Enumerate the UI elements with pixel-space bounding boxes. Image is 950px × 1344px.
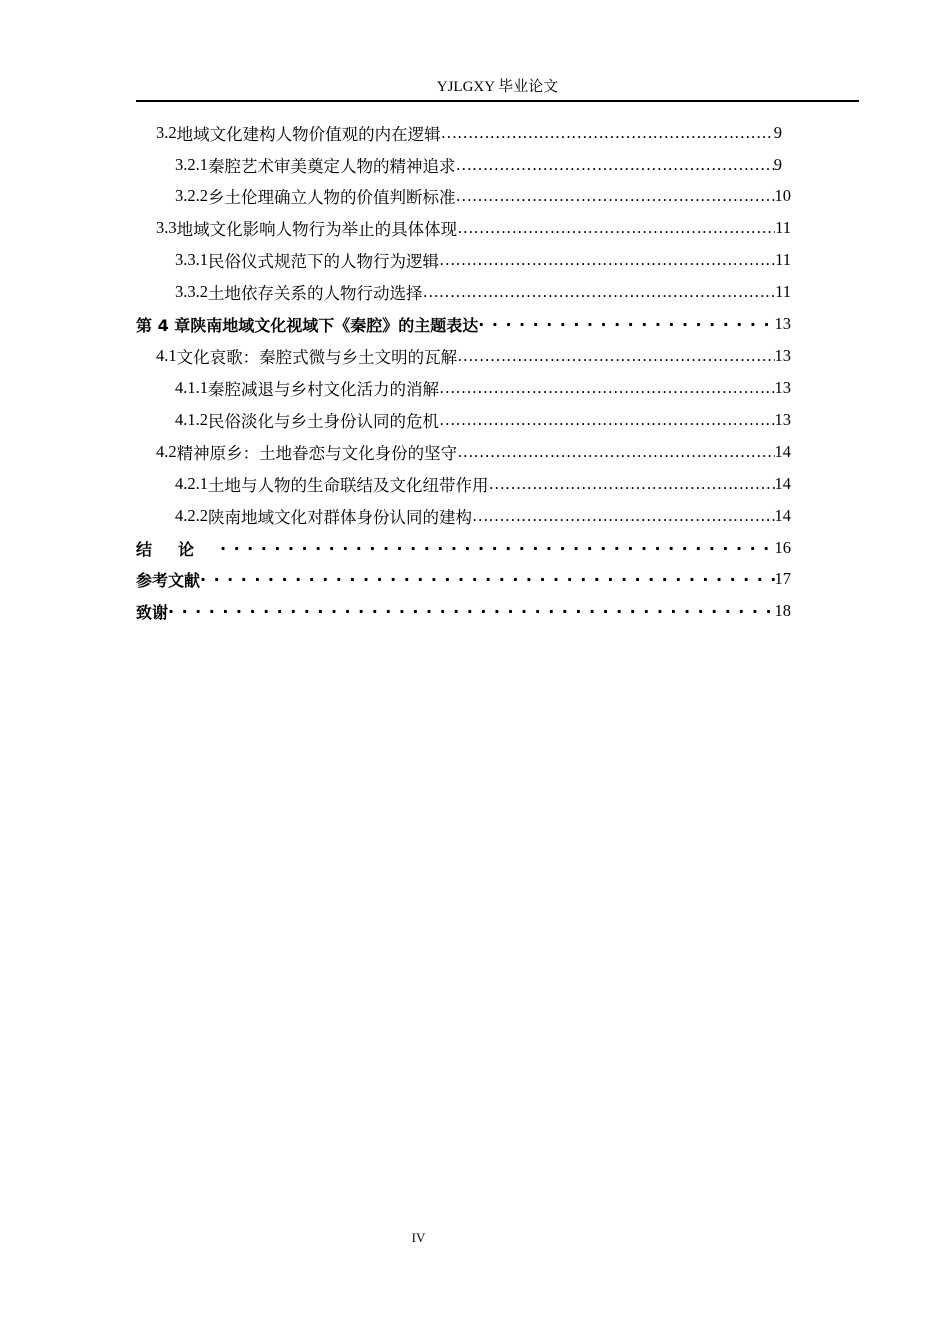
- toc-dot-leader: [168, 602, 774, 621]
- toc-entry[interactable]: [156, 344, 791, 368]
- toc-entry-page: 14: [774, 474, 791, 493]
- toc-entry-title: 结论: [136, 539, 221, 559]
- toc-entry[interactable]: [175, 472, 791, 496]
- toc-entry-page: 13: [774, 378, 791, 397]
- toc-entry-title: 陕南地域文化对群体身份认同的建构: [208, 508, 472, 527]
- toc-entry-number: 3.2.2: [175, 186, 208, 205]
- toc-entry[interactable]: [175, 376, 791, 400]
- toc-references-entry[interactable]: [136, 567, 791, 591]
- toc-entry-page: 16: [774, 538, 791, 557]
- toc-entry-number: 4.2.2: [175, 506, 208, 525]
- toc-entry-title: 地域文化建构人物价值观的内在逻辑: [176, 125, 441, 144]
- toc-dot-leader: [457, 218, 775, 238]
- toc-entry-page: 11: [775, 250, 791, 269]
- toc-entry[interactable]: [175, 153, 782, 177]
- toc-entry-page: 9: [773, 155, 782, 174]
- toc-entry-title: 土地与人物的生命联结及文化纽带作用: [208, 476, 489, 495]
- toc-entry[interactable]: [175, 408, 791, 432]
- toc-entry-title: 致谢: [136, 602, 169, 622]
- toc-entry[interactable]: [156, 440, 791, 464]
- toc-dot-leader: [439, 378, 775, 398]
- toc-entry-title: 民俗淡化与乡土身份认同的危机: [208, 412, 439, 431]
- toc-entry-number: 4.1.2: [175, 410, 208, 429]
- page-header: YJLGXY 毕业论文: [436, 79, 559, 95]
- toc-entry-page: 13: [774, 410, 791, 429]
- toc-entry-title: 陕南地域文化视域下《秦腔》的主题表达: [190, 315, 479, 335]
- toc-entry[interactable]: [175, 504, 791, 528]
- toc-entry[interactable]: [156, 216, 791, 240]
- toc-acknowledgements-entry[interactable]: [136, 599, 791, 623]
- toc-entry-title: 精神原乡：土地眷恋与文化身份的坚守: [176, 444, 458, 463]
- toc-entry-page: 9: [773, 123, 782, 142]
- toc-entry-page: 10: [774, 186, 791, 205]
- toc-entry-title: 乡土伦理确立人物的价值判断标准: [208, 188, 456, 207]
- toc-dot-leader: [456, 155, 774, 175]
- toc-entry-number: 3.3.1: [175, 250, 208, 269]
- toc-entry-page: 13: [774, 346, 791, 365]
- toc-entry-page: 18: [774, 601, 791, 620]
- toc-entry[interactable]: [175, 248, 791, 272]
- toc-entry-title: 秦腔艺术审美奠定人物的精神追求: [208, 157, 456, 176]
- toc-entry-page: 11: [775, 282, 791, 301]
- toc-dot-leader: [457, 442, 774, 462]
- toc-dot-leader: [489, 474, 775, 494]
- page-number: IV: [411, 1230, 426, 1245]
- toc-dot-leader: [439, 410, 775, 430]
- toc-entry-number: 4.1: [156, 346, 177, 365]
- toc-entry-page: 13: [774, 314, 791, 333]
- toc-dot-leader: [456, 186, 775, 206]
- toc-dot-leader: [220, 539, 774, 558]
- toc-entry[interactable]: [175, 184, 791, 208]
- toc-entry[interactable]: [175, 280, 791, 304]
- toc-entry-number: 4.2.1: [175, 474, 208, 493]
- toc-dot-leader: [200, 570, 774, 589]
- toc-entry-title: 土地依存关系的人物行动选择: [208, 284, 423, 303]
- toc-entry-number: 4.1.1: [175, 378, 208, 397]
- toc-entry-page: 11: [775, 218, 791, 237]
- toc-entry-number: 3.3.2: [175, 282, 208, 301]
- toc-entry-number: 3.3: [156, 218, 177, 237]
- toc-entry-title: 民俗仪式规范下的人物行为逻辑: [208, 252, 439, 271]
- toc-dot-leader: [472, 506, 775, 526]
- toc-entry-page: 14: [774, 506, 791, 525]
- toc-chapter-entry[interactable]: [136, 312, 791, 336]
- toc-dot-leader: [423, 282, 776, 302]
- toc-entry-title: 秦腔减退与乡村文化活力的消解: [208, 380, 439, 399]
- toc-entry-page: 17: [774, 569, 791, 588]
- toc-entry-title: 地域文化影响人物行为举止的具体体现: [176, 220, 458, 239]
- toc-entry-number: 3.2: [156, 123, 177, 142]
- toc-conclusion-entry[interactable]: [136, 536, 791, 560]
- toc-entry-number: 3.2.1: [175, 155, 208, 174]
- toc-entry-page: 14: [774, 442, 791, 461]
- toc-dot-leader: [478, 315, 774, 334]
- toc-entry-number: 第 4 章: [136, 315, 191, 335]
- toc-dot-leader: [441, 123, 774, 143]
- toc-entry[interactable]: [156, 121, 782, 145]
- toc-entry-number: 4.2: [156, 442, 177, 461]
- toc-dot-leader: [439, 250, 775, 270]
- toc-entry-title: 参考文献: [136, 570, 201, 590]
- toc-entry-title: 文化哀歌：秦腔式微与乡土文明的瓦解: [176, 348, 458, 367]
- toc-dot-leader: [457, 346, 774, 366]
